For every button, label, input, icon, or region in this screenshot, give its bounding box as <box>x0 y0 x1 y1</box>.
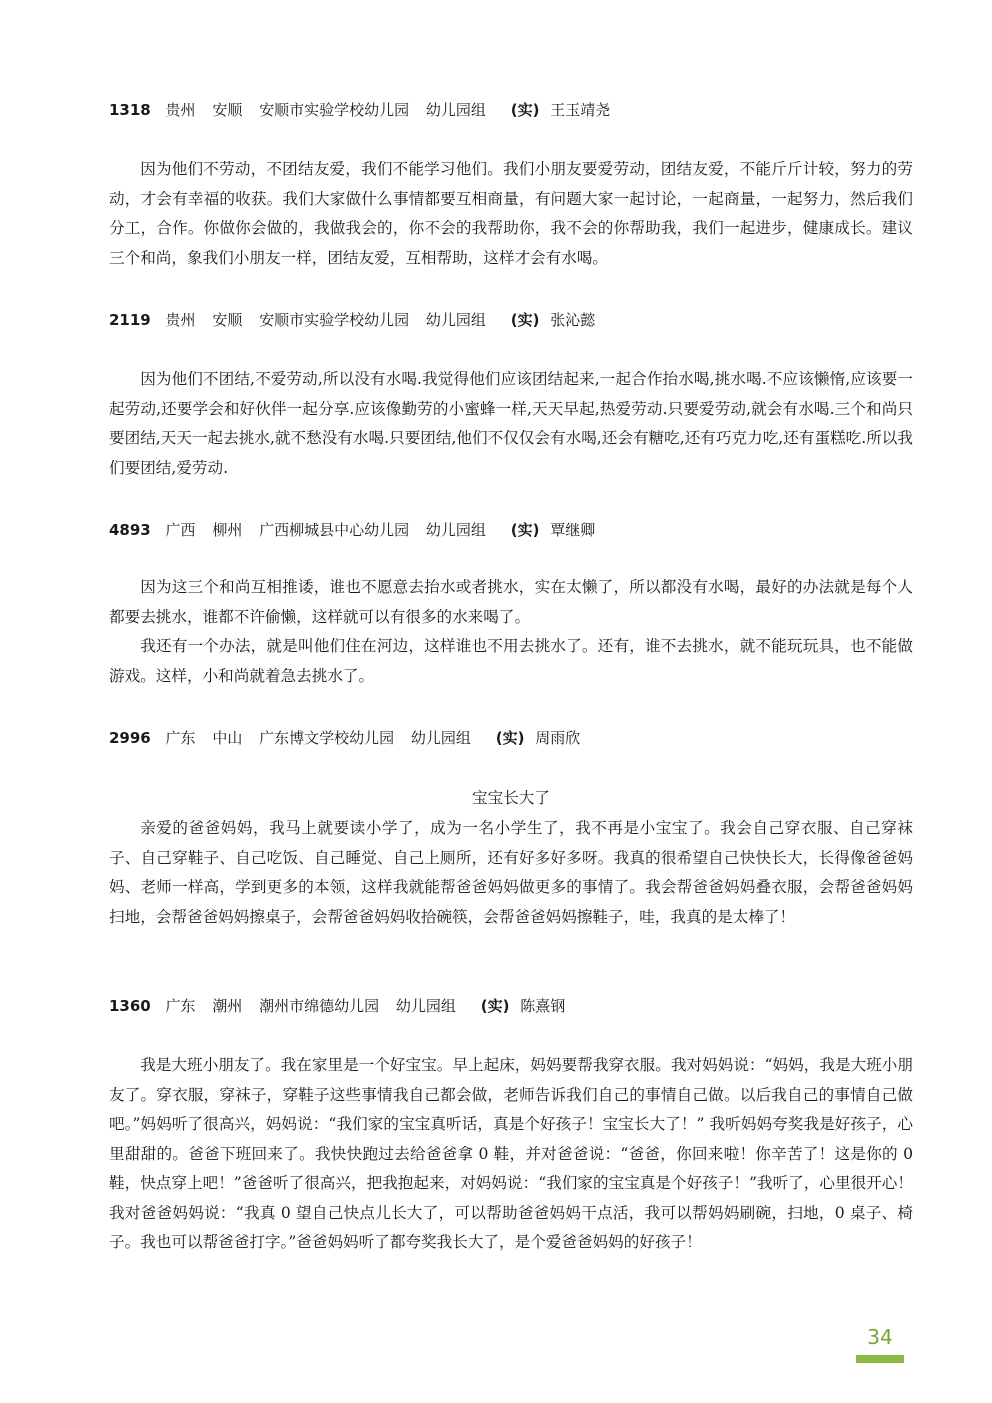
entry-tag: (实) <box>510 101 540 119</box>
entry-group: 幼儿园组 <box>410 729 471 747</box>
essay-title: 宝宝长大了 <box>472 789 550 807</box>
entry-id: 1318 <box>109 101 151 119</box>
entry-tag: (实) <box>495 729 525 747</box>
entry-paragraph: 因为他们不团结,不爱劳动,所以没有水喝.我觉得他们应该团结起来,一起合作抬水喝,挑水喝.不应该懒惰,应该要一起劳动,还要学会和好伙伴一起分享.应该像勤劳的小蜜蜂一样,天天早起,热爱劳动.只要爱劳动,就会有水喝.三个和尚只要团结,天天一起去挑水,就不愁没有水喝.只要团结,他们不仅仅会有水喝,还会有糖吃,还有巧克力吃,还有蛋糕吃.所以我们要团结,爱劳动. <box>109 370 913 477</box>
entry-school: 广西柳城县中心幼儿园 <box>259 521 410 539</box>
entry-header-2119 <box>109 310 595 330</box>
entry-tag: (实) <box>510 311 540 329</box>
entry-paragraph: 亲爱的爸爸妈妈，我马上就要读小学了，成为一名小学生了，我不再是小宝宝了。我会自己穿衣服、自己穿袜子、自己穿鞋子、自己吃饭、自己睡觉、自己上厕所，还有好多好多呀。我真的很希望自己快快长大，长得像爸爸妈妈、老师一样高，学到更多的本领，这样我就能帮爸爸妈妈做更多的事情了。我会帮爸爸妈妈叠衣服，会帮爸爸妈妈扫地，会帮爸爸妈妈擦桌子，会帮爸爸妈妈收拾碗筷，会帮爸爸妈妈擦鞋子，哇，我真的是太棒了！ <box>109 819 913 926</box>
page-number-block <box>856 1319 904 1363</box>
entry-group: 幼儿园组 <box>395 997 456 1015</box>
entry-header-1360 <box>109 996 565 1016</box>
entry-city: 中山 <box>212 729 243 747</box>
entry-province: 贵州 <box>165 101 196 119</box>
entry-body-1318 <box>109 155 913 273</box>
entry-body-2119 <box>109 365 913 483</box>
entry-body-1360 <box>109 1051 913 1258</box>
entry-author: 周雨欣 <box>535 729 581 747</box>
entry-school: 潮州市绵德幼儿园 <box>259 997 380 1015</box>
entry-province: 广东 <box>165 729 196 747</box>
entry-group: 幼儿园组 <box>425 521 486 539</box>
entry-city: 柳州 <box>212 521 243 539</box>
entry-paragraph: 因为这三个和尚互相推诿，谁也不愿意去抬水或者挑水，实在太懒了，所以都没有水喝，最好的办法就是每个人都要去挑水，谁都不许偷懒，这样就可以有很多的水来喝了。 <box>109 578 913 626</box>
entry-school: 广东博文学校幼儿园 <box>259 729 395 747</box>
entry-id: 1360 <box>109 997 151 1015</box>
entry-id: 2119 <box>109 311 151 329</box>
entry-id: 4893 <box>109 521 151 539</box>
entry-author: 覃继卿 <box>550 521 596 539</box>
entry-group: 幼儿园组 <box>425 311 486 329</box>
entry-paragraph: 因为他们不劳动，不团结友爱，我们不能学习他们。我们小朋友要爱劳动，团结友爱，不能斤斤计较，努力的劳动，才会有幸福的收获。我们大家做什么事情都要互相商量，有问题大家一起讨论，一起商量，一起努力，然后我们分工，合作。你做你会做的，我做我会的，你不会的我帮助你，我不会的你帮助我，我们一起进步，健康成长。建议三个和尚，象我们小朋友一样，团结友爱，互相帮助，这样才会有水喝。 <box>109 160 913 267</box>
entry-city: 安顺 <box>212 311 243 329</box>
entry-school: 安顺市实验学校幼儿园 <box>259 101 410 119</box>
page-number: 34 <box>867 1325 893 1349</box>
entry-author: 张沁懿 <box>550 311 596 329</box>
entry-header-2996 <box>109 728 580 748</box>
entry-body-4893 <box>109 573 913 691</box>
entry-body-2996 <box>109 814 913 932</box>
entry-tag: (实) <box>480 997 510 1015</box>
entry-header-4893 <box>109 520 595 540</box>
entry-province: 广西 <box>165 521 196 539</box>
entry-author: 王玉靖尧 <box>550 101 611 119</box>
entry-city: 安顺 <box>212 101 243 119</box>
entry-province: 广东 <box>165 997 196 1015</box>
entry-header-1318 <box>109 100 610 120</box>
entry-paragraph: 我是大班小朋友了。我在家里是一个好宝宝。早上起床，妈妈要帮我穿衣服。我对妈妈说：“妈妈，我是大班小朋友了。穿衣服，穿袜子，穿鞋子这些事情我自己都会做，老师告诉我们自己的事情自己做。以后我自己的事情自己做吧。”妈妈听了很高兴，妈妈说：“我们家的宝宝真听话，真是个好孩子！宝宝长大了！” 我听妈妈夸奖我是好孩子，心里甜甜的。爸爸下班回来了。我快快跑过去给爸爸拿 0 鞋，并对爸爸说：“爸爸，你回来啦！你辛苦了！这是你的 0 鞋，快点穿上吧！”爸爸听了很高兴，把我抱起来，对妈妈说：“我们家的宝宝真是个好孩子！”我听了，心里很开心！我对爸爸妈妈说：“我真 0 望自己快点儿长大了，可以帮助爸爸妈妈干点活，我可以帮妈妈刷碗，扫地，0 桌子、椅子。我也可以帮爸爸打字。”爸爸妈妈听了都夸奖我长大了，是个爱爸爸妈妈的好孩子！ <box>109 1056 913 1251</box>
entry-id: 2996 <box>109 729 151 747</box>
page-number-bar <box>856 1355 904 1363</box>
entry-paragraph: 我还有一个办法，就是叫他们住在河边，这样谁也不用去挑水了。还有，谁不去挑水，就不能玩玩具，也不能做游戏。这样，小和尚就着急去挑水了。 <box>109 637 913 685</box>
entry-author: 陈熹钢 <box>520 997 566 1015</box>
entry-tag: (实) <box>510 521 540 539</box>
entry-city: 潮州 <box>212 997 243 1015</box>
entry-school: 安顺市实验学校幼儿园 <box>259 311 410 329</box>
entry-province: 贵州 <box>165 311 196 329</box>
entry-group: 幼儿园组 <box>425 101 486 119</box>
